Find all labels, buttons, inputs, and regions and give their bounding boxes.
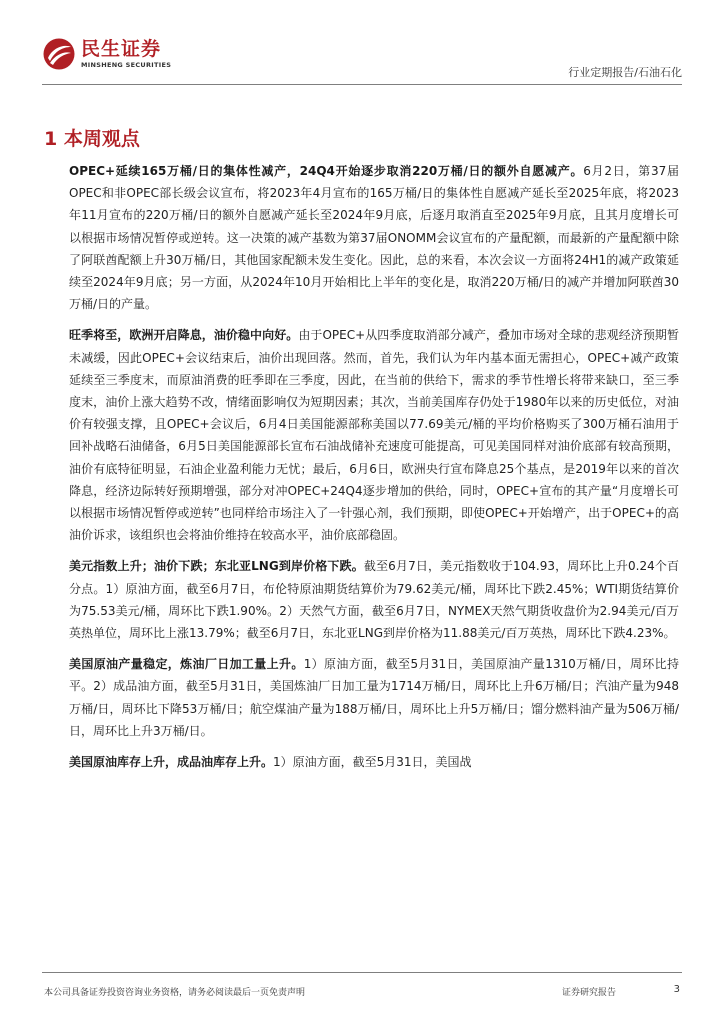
logo-english-name: MINSHENG SECURITIES bbox=[81, 60, 172, 69]
paragraph-prices bbox=[69, 555, 679, 644]
paragraph-lead: OPEC+延续165万桶/日的集体性减产，24Q4开始逐步取消220万桶/日的额外自愿减产。 bbox=[69, 164, 584, 178]
section-title: 1 本周观点 bbox=[44, 128, 140, 150]
paragraph-opec-cuts bbox=[69, 160, 679, 315]
logo-chinese-name: 民生证券 bbox=[81, 37, 162, 60]
paragraph-lead: 美元指数上升；油价下跌；东北亚LNG到岸价格下跌。 bbox=[69, 559, 364, 574]
paragraph-body: 1）原油方面，截至5月31日，美国战 bbox=[273, 755, 472, 770]
page-number: 3 bbox=[673, 984, 680, 995]
footer-divider bbox=[42, 972, 682, 973]
minsheng-logo-icon bbox=[43, 38, 75, 70]
paragraph-lead: 旺季将至，欧洲开启降息，油价稳中向好。 bbox=[69, 328, 299, 343]
brand-logo bbox=[43, 38, 171, 70]
footer-doc-type: 证券研究报告 bbox=[562, 988, 617, 998]
header-divider bbox=[42, 84, 682, 85]
paragraph-inventory bbox=[69, 751, 679, 773]
paragraph-production bbox=[69, 653, 679, 742]
paragraph-body: 1）原油方面，截至5月31日，美国原油产量1310万桶/日，周环比持平。2）成品油方面，截至5月31日，美国炼油厂日加工量为1714万桶/日，周环比上升6万桶/日；汽油产量为948万桶/日，周环比下降53万桶/日；航空煤油产量为188万桶/日，周环比上升5万桶/日；馏分燃料油产量为506万桶/日，周环比上升3万桶/日。 bbox=[69, 657, 679, 738]
paragraph-body: 由于OPEC+从四季度取消部分减产，叠加市场对全球的悲观经济预期暂未减缓，因此OPEC+会议结束后，油价出现回落。然而，首先，我们认为年内基本面无需担心，OPEC+减产政策延续至三季度末，而原油消费的旺季即在三季度，因此，在当前的供给下，需求的季节性增长将带来缺口，至三季度末，油价上涨大趋势不改，情绪面影响仅为短期因素；其次，当前美国库存仍处于1980年以来的历史低位，对油价有较强支撑，且OPEC+会议后，6月4日美国能源部称美国以77.69美元/桶的平均价格购买了300万桶石油用于回补战略石油储备，6月5日美国能源部长宣布石油战储补充速度可能提高，可见美国同样对油价底部有较高预期，油价有底特征明显，石油企业盈利能力无忧；最后，6月6日，欧洲央行宣布降息25个基点，是2019年以来的首次降息，经济边际转好预期增强，部分对冲OPEC+24Q4逐步增加的供给，同时，OPEC+宣布的其产量“月度增长可以根据市场情况暂停或逆转”也同样给市场注入了一针强心剂，我们预期，即使OPEC+开始增产，出于OPEC+的高油价诉求，该组织也会将油价维持在较高水平，油价底部稳固。 bbox=[69, 328, 679, 543]
report-body bbox=[69, 160, 679, 782]
paragraph-lead: 美国原油库存上升，成品油库存上升。 bbox=[69, 755, 274, 770]
paragraph-body: 截至6月7日，美元指数收于104.93，周环比上升0.24个百分点。1）原油方面，截至6月7日，布伦特原油期货结算价为79.62美元/桶，周环比下跌2.45%；WTI期货结算价为75.53美元/桶，周环比下跌1.90%。2）天然气方面，截至6月7日，NYMEX天然气期货收盘价为2.94美元/百万英热单位，周环比上涨13.79%；截至6月7日，东北亚LNG到岸价格为11.88美元/百万英热，周环比下跌4.23%。 bbox=[69, 559, 680, 641]
paragraph-peak-season bbox=[69, 324, 679, 546]
paragraph-lead: 美国原油产量稳定，炼油厂日加工量上升。 bbox=[69, 657, 304, 672]
report-category: 行业定期报告/石油石化 bbox=[568, 66, 682, 79]
footer-disclaimer: 本公司具备证券投资咨询业务资格，请务必阅读最后一页免责声明 bbox=[44, 988, 306, 998]
paragraph-body: 6月2日，第37届OPEC和非OPEC部长级会议宣布，将2023年4月宣布的165万桶/日的集体性自愿减产延长至2025年底，将2023年11月宣布的220万桶/日的额外自愿减产延长至2024年9月底，后逐月取消直至2025年9月底，且其月度增长可以根据市场情况暂停或逆转。这一决策的减产基数为第37届ONOMM会议宣布的产量配额，而最新的产量配额中除了阿联酋配额上升30万桶/日，其他国家配额未发生变化。因此，总的来看，本次会议一方面将24H1的减产政策延续至2024年9月底；另一方面，从2024年10月开始相比上半年的变化是，取消220万桶/日的减产并增加阿联酋30万桶/日的产量。 bbox=[69, 164, 680, 312]
